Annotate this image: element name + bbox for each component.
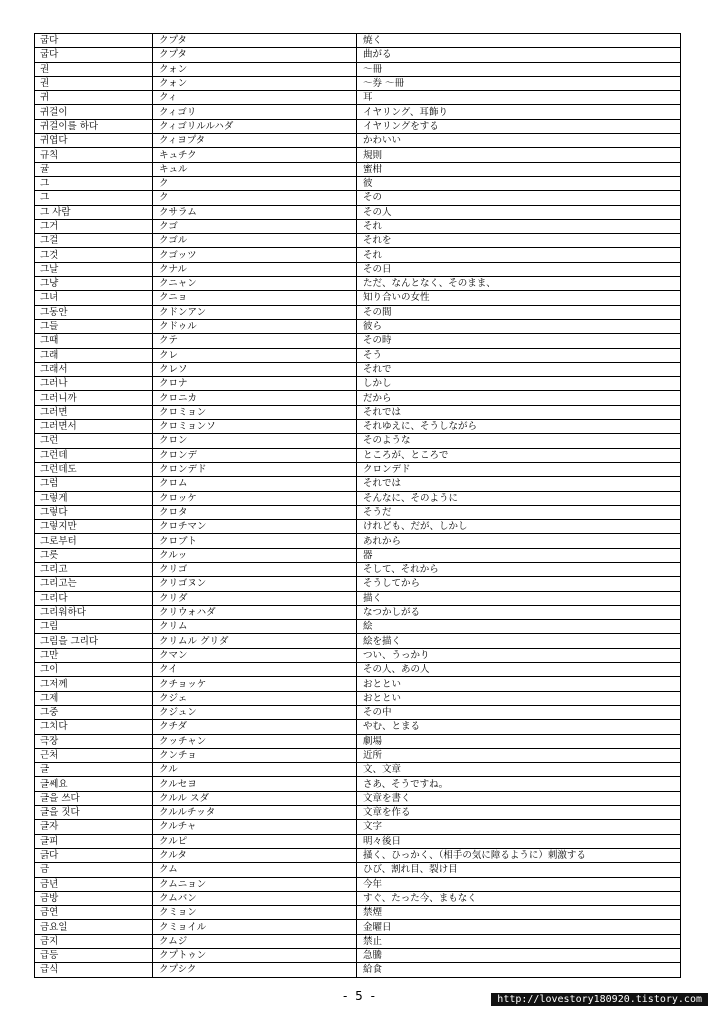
korean-word-cell: 그만 (35, 648, 153, 662)
katakana-reading-cell: クゴッツ (153, 248, 357, 262)
japanese-meaning-cell: かわいい (357, 134, 681, 148)
japanese-meaning-cell: 急騰 (357, 949, 681, 963)
table-row (35, 377, 681, 391)
table-row (35, 691, 681, 705)
table-row (35, 91, 681, 105)
katakana-reading-cell: ク (153, 176, 357, 190)
korean-word-cell: 그러면 (35, 405, 153, 419)
katakana-reading-cell: クミョイル (153, 920, 357, 934)
katakana-reading-cell: クムニョン (153, 877, 357, 891)
korean-word-cell: 그릇 (35, 548, 153, 562)
table-row (35, 348, 681, 362)
japanese-meaning-cell: それで (357, 362, 681, 376)
korean-word-cell: 그녀 (35, 291, 153, 305)
japanese-meaning-cell: それでは (357, 405, 681, 419)
table-row (35, 277, 681, 291)
katakana-reading-cell: クニョ (153, 291, 357, 305)
katakana-reading-cell: クィヨプタ (153, 134, 357, 148)
korean-word-cell: 그런데도 (35, 462, 153, 476)
korean-word-cell: 귀 (35, 91, 153, 105)
japanese-meaning-cell: 明々後日 (357, 834, 681, 848)
korean-word-cell: 그저께 (35, 677, 153, 691)
japanese-meaning-cell: 掻く、ひっかく、（相手の気に障るように）刺激する (357, 848, 681, 862)
vocabulary-table-body (35, 34, 681, 978)
table-row (35, 591, 681, 605)
table-row (35, 934, 681, 948)
japanese-meaning-cell: そして、それから (357, 562, 681, 576)
japanese-meaning-cell: 禁煙 (357, 906, 681, 920)
katakana-reading-cell: クルチャ (153, 820, 357, 834)
table-row (35, 634, 681, 648)
japanese-meaning-cell: ～冊 (357, 62, 681, 76)
table-row (35, 562, 681, 576)
korean-word-cell: 그냥 (35, 277, 153, 291)
katakana-reading-cell: クィ (153, 91, 357, 105)
japanese-meaning-cell: その中 (357, 705, 681, 719)
katakana-reading-cell: クテ (153, 334, 357, 348)
japanese-meaning-cell: その (357, 191, 681, 205)
table-row (35, 491, 681, 505)
japanese-meaning-cell: すぐ、たった今、まもなく (357, 891, 681, 905)
table-row (35, 134, 681, 148)
japanese-meaning-cell: 給食 (357, 963, 681, 977)
table-row (35, 191, 681, 205)
japanese-meaning-cell: 文章を書く (357, 791, 681, 805)
katakana-reading-cell: ク (153, 191, 357, 205)
katakana-reading-cell: クォン (153, 76, 357, 90)
table-row (35, 462, 681, 476)
table-row (35, 748, 681, 762)
korean-word-cell: 그 (35, 176, 153, 190)
korean-word-cell: 그리워하다 (35, 605, 153, 619)
table-row (35, 162, 681, 176)
japanese-meaning-cell: 描く (357, 591, 681, 605)
table-row (35, 148, 681, 162)
katakana-reading-cell: クム (153, 863, 357, 877)
korean-word-cell: 그렇지만 (35, 520, 153, 534)
table-row (35, 105, 681, 119)
japanese-meaning-cell: 金曜日 (357, 920, 681, 934)
katakana-reading-cell: クプシク (153, 963, 357, 977)
katakana-reading-cell: クルル スダ (153, 791, 357, 805)
japanese-meaning-cell: あれから (357, 534, 681, 548)
table-row (35, 806, 681, 820)
table-row (35, 720, 681, 734)
katakana-reading-cell: クドゥル (153, 319, 357, 333)
blog-url-watermark: http://lovestory180920.tistory.com (491, 993, 708, 1006)
korean-word-cell: 그러면서 (35, 420, 153, 434)
korean-word-cell: 글피 (35, 834, 153, 848)
katakana-reading-cell: クリゴ (153, 562, 357, 576)
katakana-reading-cell: クレ (153, 348, 357, 362)
korean-word-cell: 그들 (35, 319, 153, 333)
japanese-meaning-cell: 今年 (357, 877, 681, 891)
katakana-reading-cell: クロタ (153, 505, 357, 519)
japanese-meaning-cell: その人 (357, 205, 681, 219)
katakana-reading-cell: クルルチッタ (153, 806, 357, 820)
table-row (35, 305, 681, 319)
korean-word-cell: 그로부터 (35, 534, 153, 548)
table-row (35, 76, 681, 90)
japanese-meaning-cell: そんなに、そのように (357, 491, 681, 505)
table-row (35, 48, 681, 62)
table-row (35, 448, 681, 462)
katakana-reading-cell: クレソ (153, 362, 357, 376)
katakana-reading-cell: クロンデド (153, 462, 357, 476)
table-row (35, 391, 681, 405)
katakana-reading-cell: クジェ (153, 691, 357, 705)
katakana-reading-cell: クムバン (153, 891, 357, 905)
korean-word-cell: 금지 (35, 934, 153, 948)
table-row (35, 334, 681, 348)
korean-word-cell: 귀엽다 (35, 134, 153, 148)
table-row (35, 920, 681, 934)
korean-word-cell: 그런데 (35, 448, 153, 462)
korean-word-cell: 금연 (35, 906, 153, 920)
japanese-meaning-cell: それ (357, 219, 681, 233)
katakana-reading-cell: クロチマン (153, 520, 357, 534)
korean-word-cell: 근처 (35, 748, 153, 762)
katakana-reading-cell: クロニカ (153, 391, 357, 405)
katakana-reading-cell: クリムル グリダ (153, 634, 357, 648)
korean-word-cell: 그걸 (35, 234, 153, 248)
table-row (35, 734, 681, 748)
japanese-meaning-cell: 文字 (357, 820, 681, 834)
japanese-meaning-cell: それゆえに、そうしながら (357, 420, 681, 434)
table-row (35, 848, 681, 862)
table-row (35, 205, 681, 219)
katakana-reading-cell: クリム (153, 620, 357, 634)
korean-word-cell: 긁다 (35, 848, 153, 862)
katakana-reading-cell: クル (153, 763, 357, 777)
katakana-reading-cell: クルッ (153, 548, 357, 562)
japanese-meaning-cell: そうだ (357, 505, 681, 519)
japanese-meaning-cell: おととい (357, 677, 681, 691)
katakana-reading-cell: クムジ (153, 934, 357, 948)
table-row (35, 763, 681, 777)
katakana-reading-cell: クンチョ (153, 748, 357, 762)
korean-word-cell: 그림 (35, 620, 153, 634)
japanese-meaning-cell: その日 (357, 262, 681, 276)
korean-word-cell: 그리고는 (35, 577, 153, 591)
katakana-reading-cell: クイ (153, 663, 357, 677)
korean-word-cell: 금 (35, 863, 153, 877)
korean-word-cell: 그이 (35, 663, 153, 677)
katakana-reading-cell: クォン (153, 62, 357, 76)
katakana-reading-cell: クィゴリルルハダ (153, 119, 357, 133)
korean-word-cell: 귤 (35, 162, 153, 176)
japanese-meaning-cell: イヤリング、耳飾り (357, 105, 681, 119)
table-row (35, 605, 681, 619)
vocabulary-table (34, 33, 681, 978)
japanese-meaning-cell: その間 (357, 305, 681, 319)
table-row (35, 520, 681, 534)
japanese-meaning-cell: それを (357, 234, 681, 248)
korean-word-cell: 그래 (35, 348, 153, 362)
korean-word-cell: 그렇게 (35, 491, 153, 505)
japanese-meaning-cell: 絵を描く (357, 634, 681, 648)
table-row (35, 677, 681, 691)
katakana-reading-cell: クチョッケ (153, 677, 357, 691)
korean-word-cell: 그럼 (35, 477, 153, 491)
table-row (35, 663, 681, 677)
table-row (35, 176, 681, 190)
table-row (35, 577, 681, 591)
japanese-meaning-cell: 焼く (357, 34, 681, 48)
korean-word-cell: 귀걸이 (35, 105, 153, 119)
katakana-reading-cell: クプタ (153, 34, 357, 48)
table-row (35, 234, 681, 248)
katakana-reading-cell: クィゴリ (153, 105, 357, 119)
table-row (35, 548, 681, 562)
korean-word-cell: 금년 (35, 877, 153, 891)
table-row (35, 362, 681, 376)
japanese-meaning-cell: 文、文章 (357, 763, 681, 777)
katakana-reading-cell: クロンデ (153, 448, 357, 462)
korean-word-cell: 그날 (35, 262, 153, 276)
table-row (35, 219, 681, 233)
katakana-reading-cell: キュル (153, 162, 357, 176)
japanese-meaning-cell: 耳 (357, 91, 681, 105)
katakana-reading-cell: クロナ (153, 377, 357, 391)
katakana-reading-cell: クルセヨ (153, 777, 357, 791)
japanese-meaning-cell: つい、うっかり (357, 648, 681, 662)
table-row (35, 949, 681, 963)
korean-word-cell: 글자 (35, 820, 153, 834)
katakana-reading-cell: クリウォハダ (153, 605, 357, 619)
korean-word-cell: 그때 (35, 334, 153, 348)
table-row (35, 891, 681, 905)
japanese-meaning-cell: おととい (357, 691, 681, 705)
korean-word-cell: 그러니까 (35, 391, 153, 405)
katakana-reading-cell: クルタ (153, 848, 357, 862)
japanese-meaning-cell: さあ、そうですね。 (357, 777, 681, 791)
katakana-reading-cell: クゴ (153, 219, 357, 233)
japanese-meaning-cell: その人、あの人 (357, 663, 681, 677)
japanese-meaning-cell: ～券 ～冊 (357, 76, 681, 90)
katakana-reading-cell: クミョン (153, 906, 357, 920)
korean-word-cell: 글을 쓰다 (35, 791, 153, 805)
table-row (35, 863, 681, 877)
korean-word-cell: 금요일 (35, 920, 153, 934)
japanese-meaning-cell: ところが、ところで (357, 448, 681, 462)
table-row (35, 777, 681, 791)
katakana-reading-cell: クドンアン (153, 305, 357, 319)
katakana-reading-cell: クプトゥン (153, 949, 357, 963)
katakana-reading-cell: クロッケ (153, 491, 357, 505)
korean-word-cell: 그러나 (35, 377, 153, 391)
japanese-meaning-cell: 文章を作る (357, 806, 681, 820)
japanese-meaning-cell: クロンデド (357, 462, 681, 476)
korean-word-cell: 그것 (35, 248, 153, 262)
korean-word-cell: 굽다 (35, 48, 153, 62)
korean-word-cell: 그래서 (35, 362, 153, 376)
japanese-meaning-cell: そう (357, 348, 681, 362)
katakana-reading-cell: クロム (153, 477, 357, 491)
korean-word-cell: 그동안 (35, 305, 153, 319)
korean-word-cell: 그리고 (35, 562, 153, 576)
katakana-reading-cell: クッチャン (153, 734, 357, 748)
japanese-meaning-cell: 禁止 (357, 934, 681, 948)
korean-word-cell: 극장 (35, 734, 153, 748)
katakana-reading-cell: クニャン (153, 277, 357, 291)
korean-word-cell: 그중 (35, 705, 153, 719)
japanese-meaning-cell: けれども、だが、しかし (357, 520, 681, 534)
table-row (35, 248, 681, 262)
table-row (35, 648, 681, 662)
korean-word-cell: 규칙 (35, 148, 153, 162)
table-row (35, 119, 681, 133)
table-row (35, 291, 681, 305)
katakana-reading-cell: クプタ (153, 48, 357, 62)
japanese-meaning-cell: 彼ら (357, 319, 681, 333)
table-row (35, 820, 681, 834)
japanese-meaning-cell: 絵 (357, 620, 681, 634)
japanese-meaning-cell: 曲がる (357, 48, 681, 62)
table-row (35, 477, 681, 491)
japanese-meaning-cell: しかし (357, 377, 681, 391)
japanese-meaning-cell: なつかしがる (357, 605, 681, 619)
table-row (35, 319, 681, 333)
japanese-meaning-cell: ひび、割れ目、裂け目 (357, 863, 681, 877)
katakana-reading-cell: クマン (153, 648, 357, 662)
katakana-reading-cell: クロミョン (153, 405, 357, 419)
table-row (35, 963, 681, 977)
katakana-reading-cell: クリゴヌン (153, 577, 357, 591)
korean-word-cell: 글쎄요 (35, 777, 153, 791)
korean-word-cell: 그렇다 (35, 505, 153, 519)
page-number: - 5 - (343, 989, 377, 1003)
korean-word-cell: 그리다 (35, 591, 153, 605)
table-row (35, 834, 681, 848)
table-row (35, 34, 681, 48)
korean-word-cell: 급등 (35, 949, 153, 963)
korean-word-cell: 그 사람 (35, 205, 153, 219)
katakana-reading-cell: クチダ (153, 720, 357, 734)
japanese-meaning-cell: 規則 (357, 148, 681, 162)
korean-word-cell: 글을 짓다 (35, 806, 153, 820)
table-row (35, 620, 681, 634)
table-row (35, 505, 681, 519)
table-row (35, 434, 681, 448)
korean-word-cell: 그림을 그리다 (35, 634, 153, 648)
korean-word-cell: 글 (35, 763, 153, 777)
katakana-reading-cell: クロン (153, 434, 357, 448)
japanese-meaning-cell: 蜜柑 (357, 162, 681, 176)
katakana-reading-cell: クサラム (153, 205, 357, 219)
japanese-meaning-cell: そのような (357, 434, 681, 448)
table-row (35, 705, 681, 719)
katakana-reading-cell: クロミョンソ (153, 420, 357, 434)
katakana-reading-cell: クゴル (153, 234, 357, 248)
table-row (35, 906, 681, 920)
katakana-reading-cell: クロブト (153, 534, 357, 548)
japanese-meaning-cell: だから (357, 391, 681, 405)
table-row (35, 262, 681, 276)
japanese-meaning-cell: そうしてから (357, 577, 681, 591)
korean-word-cell: 권 (35, 76, 153, 90)
japanese-meaning-cell: その時 (357, 334, 681, 348)
korean-word-cell: 권 (35, 62, 153, 76)
japanese-meaning-cell: イヤリングをする (357, 119, 681, 133)
japanese-meaning-cell: 知り合いの女性 (357, 291, 681, 305)
korean-word-cell: 그제 (35, 691, 153, 705)
korean-word-cell: 그런 (35, 434, 153, 448)
table-row (35, 420, 681, 434)
katakana-reading-cell: クリダ (153, 591, 357, 605)
table-row (35, 62, 681, 76)
japanese-meaning-cell: 劇場 (357, 734, 681, 748)
katakana-reading-cell: クルピ (153, 834, 357, 848)
japanese-meaning-cell: 近所 (357, 748, 681, 762)
katakana-reading-cell: キュチク (153, 148, 357, 162)
japanese-meaning-cell: 器 (357, 548, 681, 562)
japanese-meaning-cell: やむ、とまる (357, 720, 681, 734)
korean-word-cell: 굽다 (35, 34, 153, 48)
korean-word-cell: 그치다 (35, 720, 153, 734)
table-row (35, 405, 681, 419)
japanese-meaning-cell: それ (357, 248, 681, 262)
katakana-reading-cell: クジュン (153, 705, 357, 719)
japanese-meaning-cell: 彼 (357, 176, 681, 190)
table-row (35, 877, 681, 891)
korean-word-cell: 그거 (35, 219, 153, 233)
japanese-meaning-cell: ただ、なんとなく、そのまま、 (357, 277, 681, 291)
table-row (35, 534, 681, 548)
korean-word-cell: 금방 (35, 891, 153, 905)
japanese-meaning-cell: それでは (357, 477, 681, 491)
korean-word-cell: 귀걸이를 하다 (35, 119, 153, 133)
katakana-reading-cell: クナル (153, 262, 357, 276)
korean-word-cell: 그 (35, 191, 153, 205)
korean-word-cell: 급식 (35, 963, 153, 977)
table-row (35, 791, 681, 805)
